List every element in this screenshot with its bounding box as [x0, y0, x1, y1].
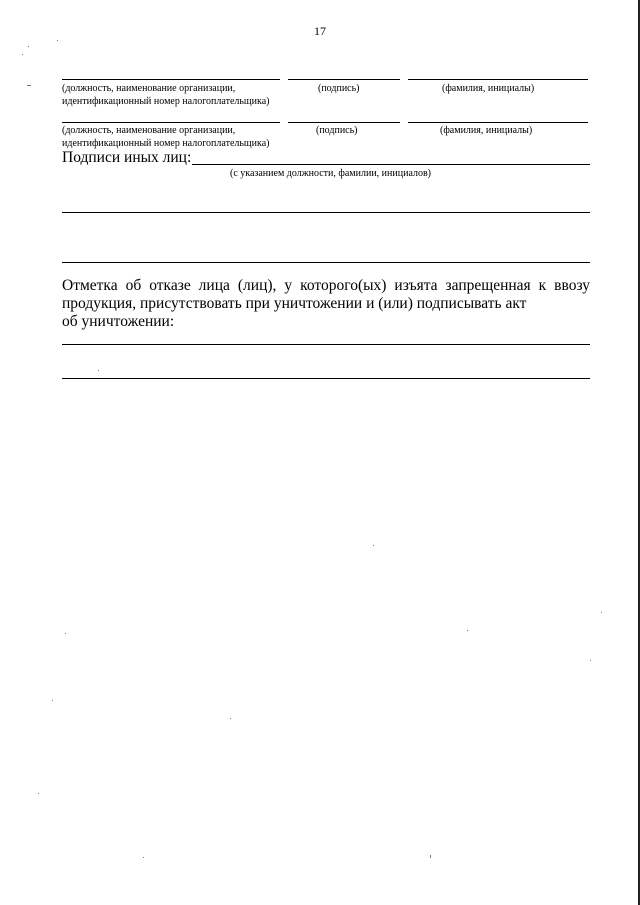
name-label-2: (фамилия, инициалы)	[440, 125, 533, 136]
refusal-note-line-1	[62, 344, 590, 345]
scan-speck	[22, 54, 23, 55]
scan-speck	[230, 718, 231, 719]
scan-speck	[38, 793, 39, 794]
name-label-1: (фамилия, инициалы)	[442, 83, 535, 94]
scan-speck	[27, 85, 31, 86]
signature-line-2	[288, 122, 400, 123]
position-label-1-line-2: идентификационный номер налогоплательщика)	[62, 96, 270, 107]
position-label-2: (должность, наименование организации,	[62, 125, 236, 136]
name-line-1	[408, 79, 588, 80]
scan-speck	[28, 46, 29, 47]
scan-speck	[52, 700, 53, 701]
scan-speck	[601, 612, 602, 613]
signature-label-1: (подпись)	[318, 83, 360, 94]
scan-speck	[373, 545, 374, 546]
name-line-2	[408, 122, 588, 123]
position-label-2-line-2: идентификационный номер налогоплательщика)	[62, 138, 270, 149]
scan-speck	[65, 633, 66, 634]
refusal-note-text: Отметка об отказе лица (лиц), у которого(ых) изъята запрещенная к ввозу продукция, присутствовать при уничтожении и (или) подписывать акт	[62, 277, 590, 312]
position-line-1	[62, 79, 280, 80]
refusal-note-line-2	[62, 378, 590, 379]
scan-speck	[57, 40, 58, 41]
other-signatures-caption: (с указанием должности, фамилии, инициалов)	[230, 168, 432, 179]
scan-speck	[430, 855, 431, 858]
other-signatures-blank-line-2	[62, 262, 590, 263]
signature-label-2: (подпись)	[316, 125, 358, 136]
scan-speck	[143, 857, 144, 858]
position-line-2	[62, 122, 280, 123]
other-signatures-line	[192, 164, 590, 165]
scan-speck	[98, 370, 99, 371]
signature-line-1	[288, 79, 400, 80]
other-signatures-blank-line-1	[62, 212, 590, 213]
other-signatures-label: Подписи иных лиц:	[62, 149, 192, 166]
scan-speck	[467, 630, 468, 631]
scan-speck	[590, 660, 591, 661]
position-label-1: (должность, наименование организации,	[62, 83, 236, 94]
refusal-note-text-end: об уничтожении:	[62, 313, 175, 330]
page-number: 17	[314, 24, 326, 38]
